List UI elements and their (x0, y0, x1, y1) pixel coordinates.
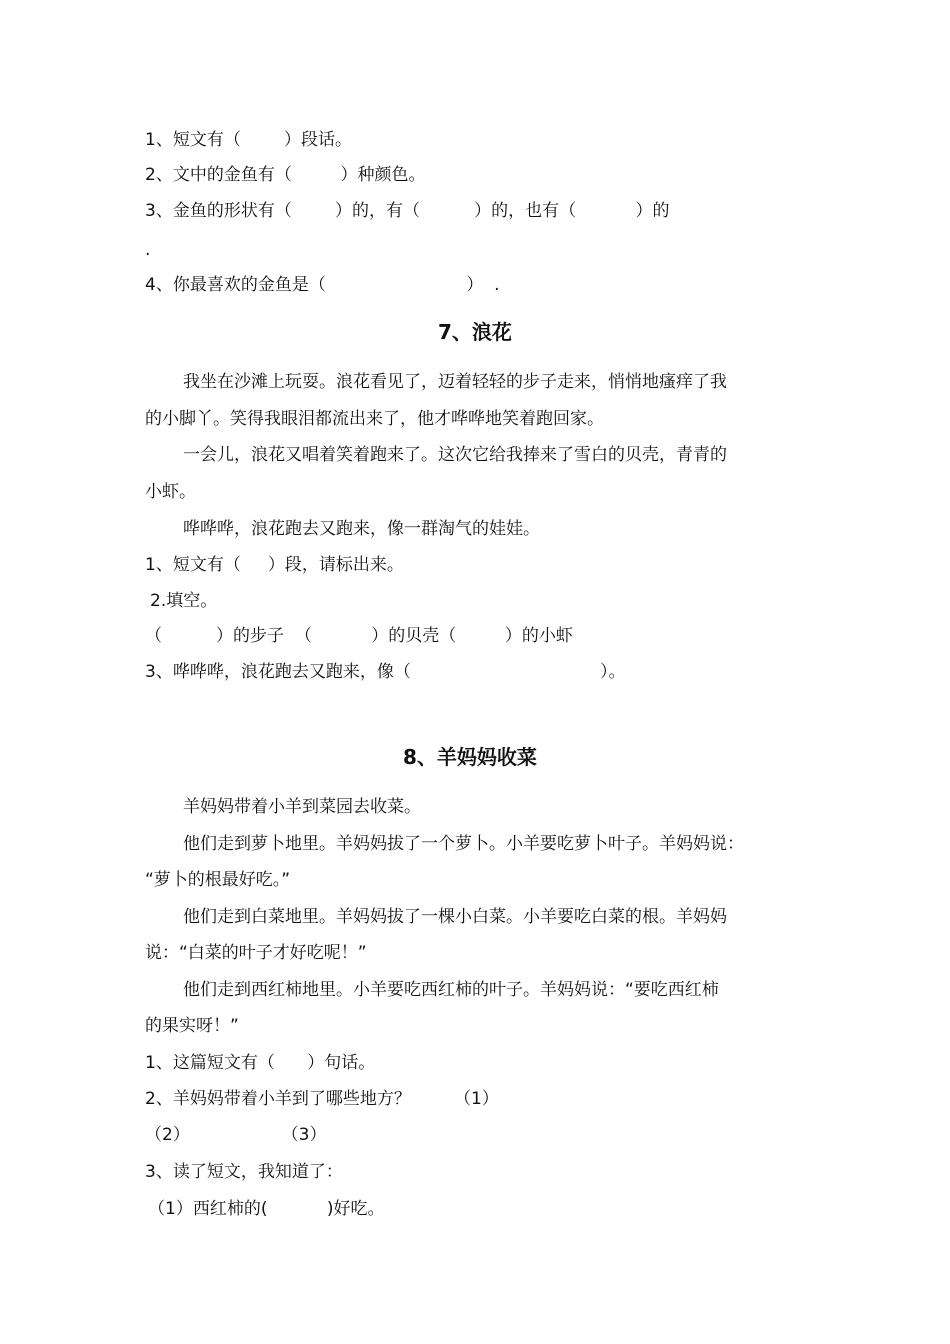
s6-question-2: 2、文中的金鱼有（ ）种颜色。 (145, 165, 426, 185)
s7-question-2-fill: （ ）的步子 （ ）的贝壳（ ）的小虾 (145, 626, 573, 646)
s7-title: 7、浪花 (438, 320, 512, 344)
s8-title: 8、羊妈妈收菜 (403, 745, 537, 769)
s8-paragraph-2-line-1: 他们走到萝卜地里。羊妈妈拔了一个萝卜。小羊要吃萝卜叶子。羊妈妈说： (183, 834, 744, 854)
s8-question-1: 1、这篇短文有（ ）句话。 (145, 1053, 376, 1073)
s8-question-2-line-2: （2） （3） (145, 1125, 327, 1145)
s6-question-1: 1、短文有（ ）段话。 (145, 130, 353, 150)
s7-question-1: 1、短文有（ ）段，请标出来。 (145, 555, 404, 575)
s8-paragraph-3-line-1: 他们走到白菜地里。羊妈妈拔了一棵小白菜。小羊要吃白菜的根。羊妈妈 (183, 907, 727, 927)
s7-paragraph-2-line-1: 一会儿，浪花又唱着笑着跑来了。这次它给我捧来了雪白的贝壳，青青的 (183, 445, 727, 465)
s6-question-4: 4、你最喜欢的金鱼是（ ） . (145, 275, 500, 295)
s7-paragraph-2-line-2: 小虾。 (145, 482, 196, 502)
s8-question-2: 2、羊妈妈带着小羊到了哪些地方？ （1） (145, 1089, 499, 1109)
s8-question-3-item-1: （1）西红柿的( )好吃。 (148, 1199, 385, 1219)
s7-paragraph-1-line-1: 我坐在沙滩上玩耍。浪花看见了，迈着轻轻的步子走来，悄悄地瘙痒了我 (183, 372, 727, 392)
s8-question-3: 3、读了短文，我知道了： (145, 1162, 343, 1182)
s8-paragraph-4-line-1: 他们走到西红柿地里。小羊要吃西红柿的叶子。羊妈妈说：“要吃西红柿 (183, 980, 719, 1000)
s6-question-3-continuation: . (145, 240, 151, 260)
s8-paragraph-2-line-2: “萝卜的根最好吃。” (145, 870, 291, 890)
s8-paragraph-4-line-2: 的果实呀！” (145, 1016, 239, 1036)
s8-paragraph-1: 羊妈妈带着小羊到菜园去收菜。 (183, 797, 421, 817)
s7-question-2: 2.填空。 (150, 591, 218, 611)
s6-question-3: 3、金鱼的形状有（ ）的，有（ ）的，也有（ ）的 (145, 201, 670, 221)
s8-paragraph-3-line-2: 说：“白菜的叶子才好吃呢！” (145, 943, 367, 963)
s7-question-3: 3、哗哗哗，浪花跑去又跑来，像（ ）。 (145, 662, 626, 682)
s7-paragraph-1-line-2: 的小脚丫。笑得我眼泪都流出来了，他才哗哗地笑着跑回家。 (145, 409, 604, 429)
s7-paragraph-3: 哗哗哗，浪花跑去又跑来，像一群淘气的娃娃。 (183, 519, 540, 539)
